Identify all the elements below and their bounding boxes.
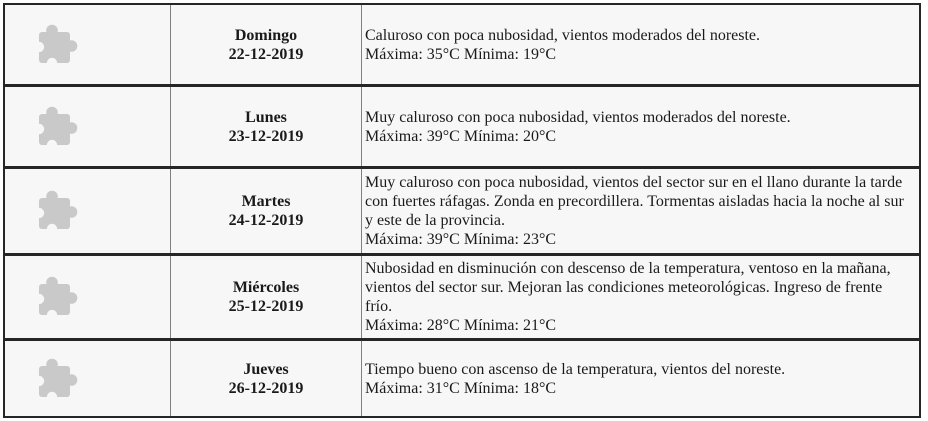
day-label: Jueves [243, 360, 289, 378]
forecast-row [5, 5, 919, 84]
image-placeholder-cell [5, 256, 170, 338]
date-label: 23-12-2019 [228, 127, 304, 145]
description-cell [361, 87, 919, 166]
puzzle-piece-icon [32, 189, 78, 233]
temps-text: Máxima: 35°C Mínima: 19°C [365, 45, 557, 63]
day-label: Miércoles [232, 279, 300, 296]
description-text: Muy caluroso con poca nubosidad, vientos moderados del noreste. [365, 108, 791, 126]
description-text: Caluroso con poca nubosidad, vientos moderados del noreste. [365, 26, 761, 44]
image-placeholder-cell [5, 87, 170, 166]
image-placeholder-cell [5, 341, 170, 416]
puzzle-piece-icon [32, 23, 78, 67]
day-cell [170, 341, 361, 416]
puzzle-piece-icon [32, 275, 78, 319]
day-cell [170, 87, 361, 166]
forecast-row [5, 166, 919, 253]
day-label: Martes [241, 193, 291, 210]
date-label: 25-12-2019 [228, 298, 304, 315]
forecast-table [3, 3, 921, 418]
forecast-row [5, 253, 919, 338]
temps-text: Máxima: 39°C Mínima: 23°C [365, 231, 557, 248]
forecast-row [5, 338, 919, 416]
temps-text: Máxima: 31°C Mínima: 18°C [365, 379, 557, 397]
description-cell [361, 256, 919, 338]
day-label: Lunes [245, 108, 287, 126]
image-placeholder-cell [5, 5, 170, 84]
description-cell [361, 341, 919, 416]
day-label: Domingo [234, 26, 298, 44]
day-cell [170, 256, 361, 338]
forecast-row [5, 84, 919, 166]
description-text: Nubosidad en disminución con descenso de la temperatura, ventoso en la mañana, vientos del sector sur. Mejoran las condiciones meteorológicas. Ingreso de frente frío. [365, 260, 891, 315]
day-cell [170, 169, 361, 253]
description-text: Muy caluroso con poca nubosidad, vientos del sector sur en el llano durante la tarde con fuertes ráfagas. Zonda en precordillera. Tormentas aisladas hacia la noche al sur y este de la provincia. [365, 174, 904, 229]
day-cell [170, 5, 361, 84]
description-cell [361, 169, 919, 253]
date-label: 22-12-2019 [228, 45, 304, 63]
image-placeholder-cell [5, 169, 170, 253]
temps-text: Máxima: 39°C Mínima: 20°C [365, 127, 557, 145]
description-cell [361, 5, 919, 84]
date-label: 24-12-2019 [228, 212, 304, 229]
description-text: Tiempo bueno con ascenso de la temperatura, vientos del noreste. [365, 360, 786, 378]
puzzle-piece-icon [32, 105, 78, 149]
puzzle-piece-icon [32, 357, 78, 401]
temps-text: Máxima: 28°C Mínima: 21°C [365, 317, 557, 334]
date-label: 26-12-2019 [228, 379, 304, 397]
